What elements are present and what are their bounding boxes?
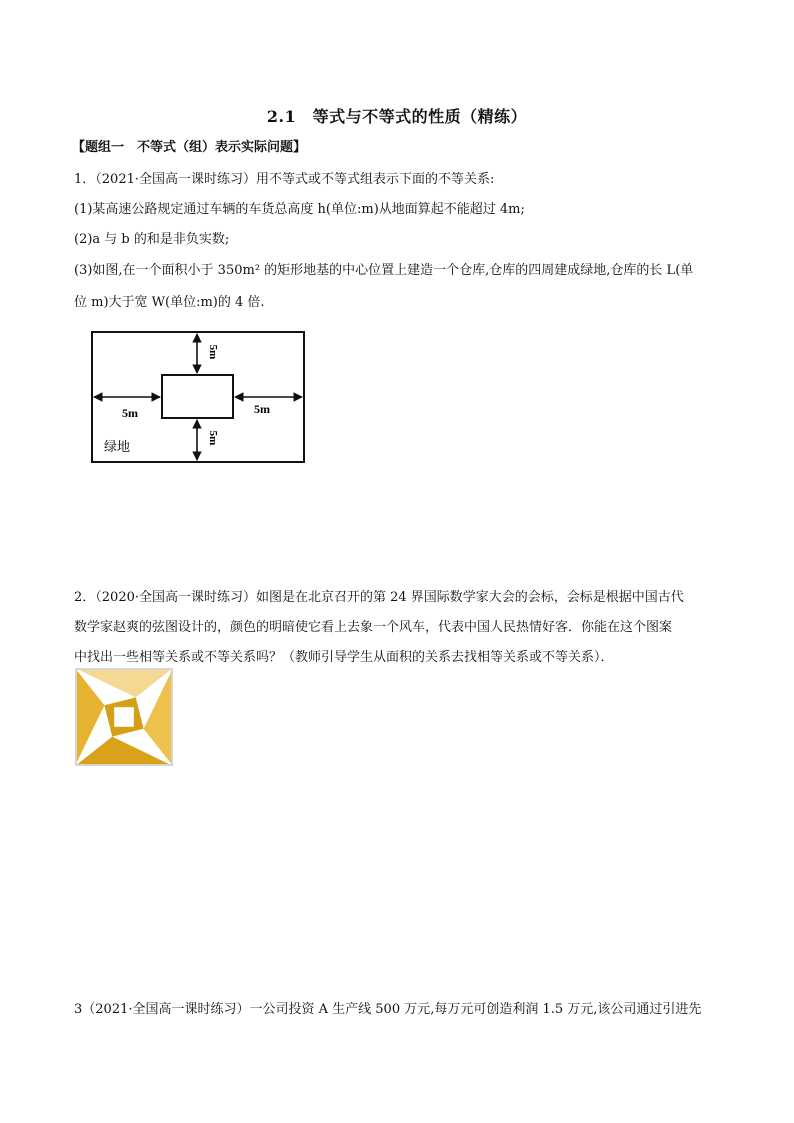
label-bottom: 5m — [207, 430, 219, 446]
section-heading: 【题组一 不等式（组）表示实际问题】 — [72, 140, 307, 155]
q2-line2: 数学家赵爽的弦图设计的，颜色的明暗使它看上去象一个风车，代表中国人民热情好客．你能在这个图案 — [74, 620, 673, 635]
zhao-shuang-chord-diagram — [75, 668, 173, 766]
q1-part3-line1: (3)如图,在一个面积小于 350m² 的矩形地基的中心位置上建造一个仓库,仓库的四周建成绿地,仓库的长 L(单 — [74, 263, 694, 278]
label-right: 5m — [254, 402, 270, 416]
q1-part3-line2: 位 m)大于宽 W(单位:m)的 4 倍. — [74, 295, 265, 310]
center-square — [114, 707, 134, 727]
label-top: 5m — [207, 344, 219, 360]
warehouse-diagram — [90, 330, 306, 464]
q2-line3: 中找出一些相等关系或不等关系吗？（教师引导学生从面积的关系去找相等关系或不等关系）． — [74, 650, 614, 665]
warehouse-rectangle — [162, 375, 233, 418]
q1-stem: 1．（2021·全国高一课时练习）用不等式或不等式组表示下面的不等关系: — [74, 172, 495, 187]
q1-part2: (2)a 与 b 的和是非负实数; — [74, 232, 230, 247]
q1-part1: (1)某高速公路规定通过车辆的车货总高度 h(单位:m)从地面算起不能超过 4m; — [74, 202, 525, 217]
q3-line1: 3（2021·全国高一课时练习）一公司投资 A 生产线 500 万元,每万元可创造利润 1.5 万元,该公司通过引进先 — [74, 1002, 702, 1017]
q2-line1: 2．（2020·全国高一课时练习）如图是在北京召开的第 24 界国际数学家大会的会标，会标是根据中国古代 — [74, 590, 684, 605]
page-title: 2.1 等式与不等式的性质（精练） — [266, 107, 528, 126]
label-left: 5m — [122, 406, 138, 420]
label-green: 绿地 — [104, 440, 131, 455]
